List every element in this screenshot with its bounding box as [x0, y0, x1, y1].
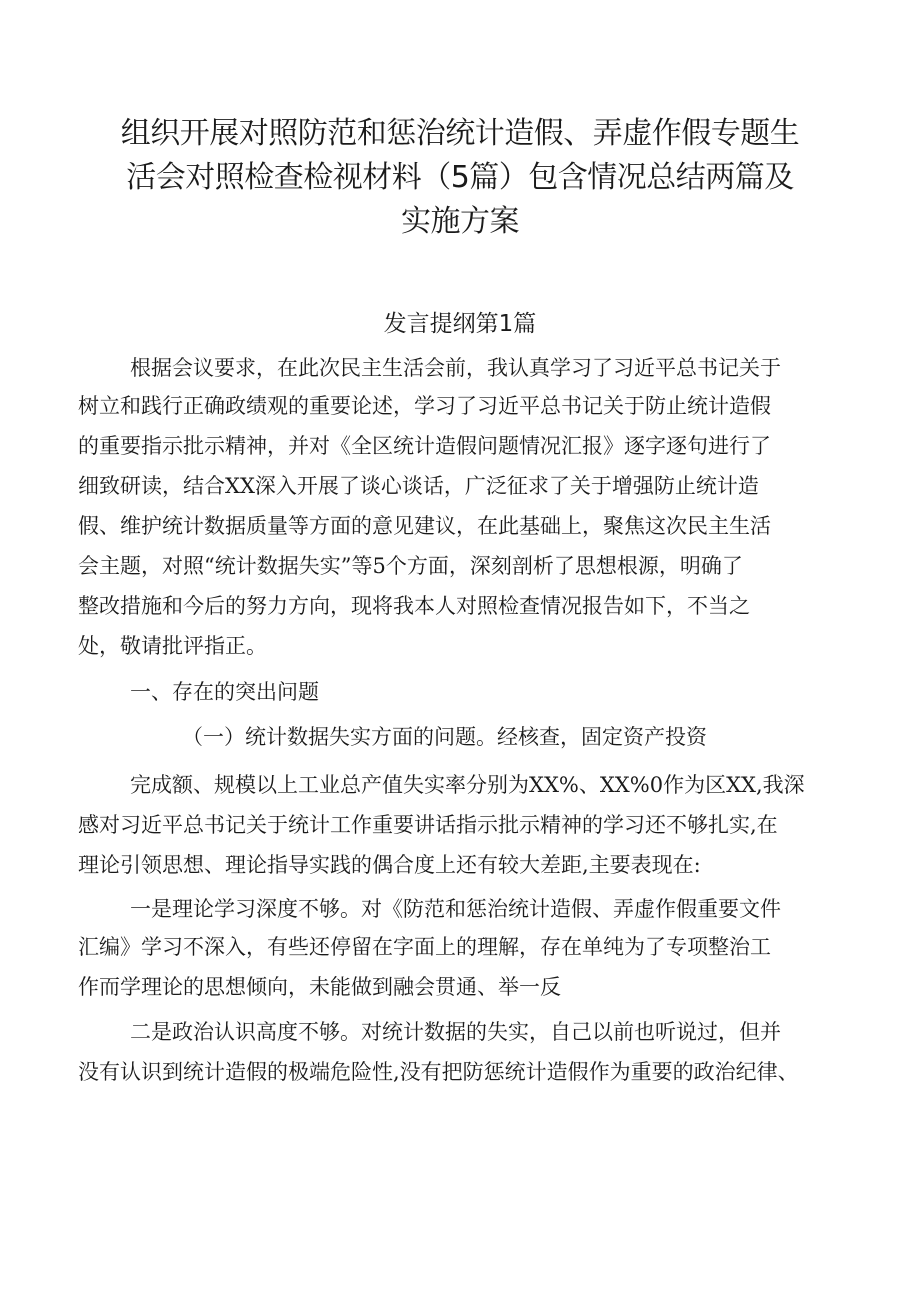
title-line: 组织开展对照防范和惩治统计造假、弄虚作假专题生	[120, 116, 800, 151]
title-line: 实施方案	[401, 204, 519, 239]
section-heading: 发言提纲第1篇	[383, 311, 537, 337]
title-line: 活会对照检查检视材料（5篇）包含情况总结两篇及	[126, 160, 794, 195]
body-line: 感对习近平总书记关于统计工作重要讲话指示批示精神的学习还不够扎实,在	[78, 813, 778, 837]
body-line: 根据会议要求，在此次民主生活会前，我认真学习了习近平总书记关于	[130, 356, 781, 380]
body-line: 没有认识到统计造假的极端危险性,没有把防惩统计造假作为重要的政治纪律、	[78, 1060, 799, 1084]
body-line: 细致研读，结合XX深入开展了谈心谈话，广泛征求了关于增强防止统计造	[78, 474, 759, 498]
body-line: 理论引领思想、理论指导实践的偶合度上还有较大差距,主要表现在:	[78, 853, 701, 877]
body-line: 处，敬请批评指正。	[78, 634, 267, 658]
body-line: 完成额、规模以上工业总产值失实率分别为XX%、XX%0作为区XX,我深	[130, 773, 805, 797]
body-line: 汇编》学习不深入，有些还停留在字面上的理解，存在单纯为了专项整治工	[78, 935, 771, 959]
body-line: 树立和践行正确政绩观的重要论述，学习了习近平总书记关于防止统计造假	[78, 394, 771, 418]
body-line: 假、维护统计数据质量等方面的意见建议，在此基础上，聚焦这次民主生活	[78, 514, 771, 538]
body-line: 会主题，对照“统计数据失实”等5个方面，深刻剖析了思想根源，明确了	[78, 554, 743, 578]
body-line: 的重要指示批示精神，并对《全区统计造假问题情况汇报》逐字逐句进行了	[78, 434, 771, 458]
body-line: 二是政治认识高度不够。对统计数据的失实，自己以前也听说过，但并	[130, 1020, 781, 1044]
body-line: （一）统计数据失实方面的问题。经核查，固定资产投资	[182, 725, 707, 749]
body-line: 一是理论学习深度不够。对《防范和惩治统计造假、弄虚作假重要文件	[130, 897, 781, 921]
body-line: 作而学理论的思想倾向，未能做到融会贯通、举一反	[78, 975, 561, 999]
body-line: 整改措施和今后的努力方向，现将我本人对照检查情况报告如下，不当之	[78, 594, 750, 618]
document-title	[90, 112, 830, 244]
body-line: 一、存在的突出问题	[130, 680, 319, 704]
